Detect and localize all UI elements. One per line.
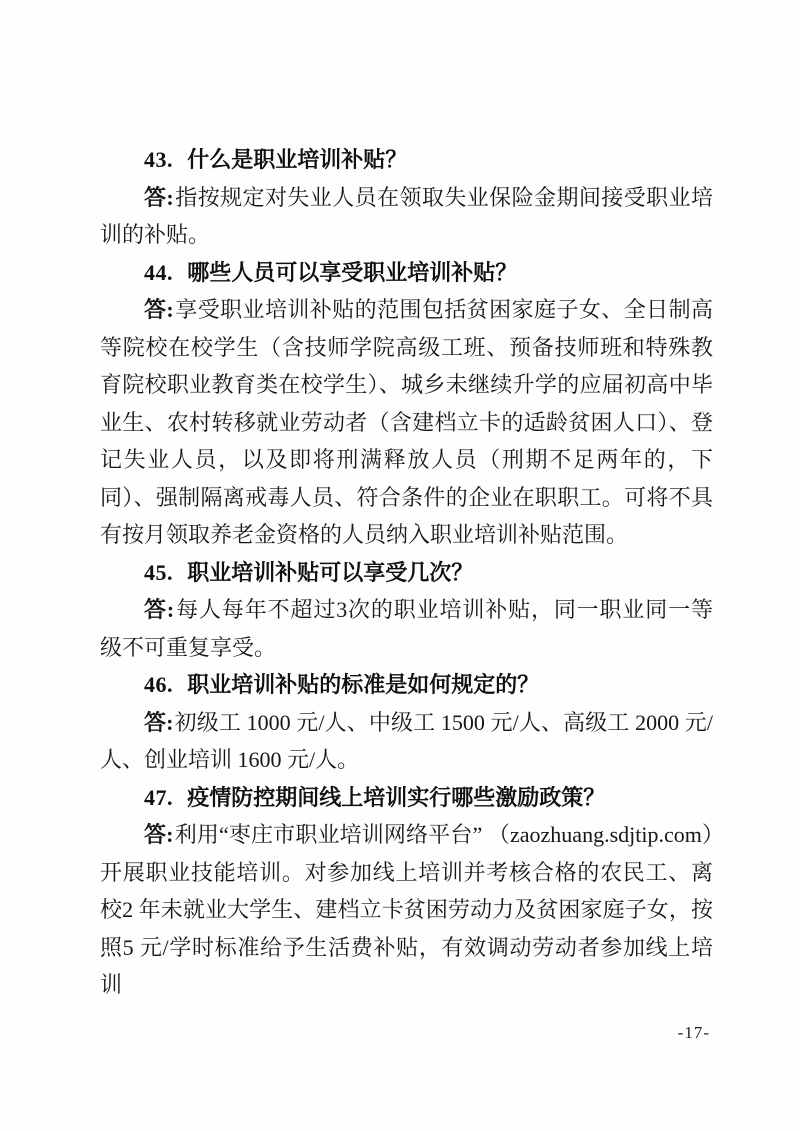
question-47	[100, 779, 713, 817]
document-body	[100, 141, 713, 1004]
answer-47	[100, 816, 713, 1004]
answer-43	[100, 179, 713, 254]
question-text: 职业培训补贴可以享受几次？	[187, 559, 474, 585]
question-text: 疫情防控期间线上培训实行哪些激励政策？	[187, 784, 606, 810]
question-45	[100, 554, 713, 592]
question-text: 哪些人员可以享受职业培训补贴？	[187, 259, 518, 285]
answer-45	[100, 591, 713, 666]
question-number: 44.	[144, 259, 173, 285]
question-number: 43.	[144, 147, 173, 172]
answer-text: 享受职业培训补贴的范围包括贫困家庭子女、全日制高等院校在校学生（含技师学院高级工班、预备技师班和特殊教育院校职业教育类在校学生）、城乡未继续升学的应届初高中毕业生、农村转移就业劳动者（含建档立卡的适龄贫困人口）、登记失业人员，以及即将刑满释放人员（刑期不足两年的，下同）、强制隔离戒毒人员、符合条件的企业在职职工。可将不具有按月领取养老金资格的人员纳入职业培训补贴范围。	[100, 297, 713, 547]
answer-label: 答:	[144, 597, 175, 622]
answer-label: 答:	[144, 184, 174, 210]
answer-46	[100, 704, 713, 779]
answer-text: 初级工 1000 元/人、中级工 1500 元/人、高级工 2000 元/人、创业培训 1600 元/人。	[100, 709, 713, 772]
question-43	[100, 141, 713, 179]
answer-text: 每人每年不超过3次的职业培训补贴，同一职业同一等级不可重复享受。	[100, 597, 713, 660]
page-number: -17-	[677, 1023, 710, 1042]
answer-label: 答:	[144, 709, 174, 735]
answer-label: 答:	[144, 297, 174, 322]
answer-label: 答:	[144, 822, 174, 847]
question-44	[100, 254, 713, 292]
question-number: 46.	[144, 672, 173, 697]
question-number: 47.	[144, 784, 173, 810]
question-text: 职业培训补贴的标准是如何规定的？	[187, 672, 540, 697]
answer-text: 利用“枣庄市职业培训网络平台” （zaozhuang.sdjtip.com）开展职业技能培训。对参加线上培训并考核合格的农民工、离校2 年未就业大学生、建档立卡贫困劳动力及贫困家庭子女，按照5 元/学时标准给予生活费补贴，有效调动劳动者参加线上培训	[100, 822, 713, 997]
question-46	[100, 666, 713, 704]
answer-44	[100, 291, 713, 554]
answer-text: 指按规定对失业人员在领取失业保险金期间接受职业培训的补贴。	[100, 184, 713, 247]
question-text: 什么是职业培训补贴？	[187, 147, 408, 172]
question-number: 45.	[144, 559, 173, 585]
